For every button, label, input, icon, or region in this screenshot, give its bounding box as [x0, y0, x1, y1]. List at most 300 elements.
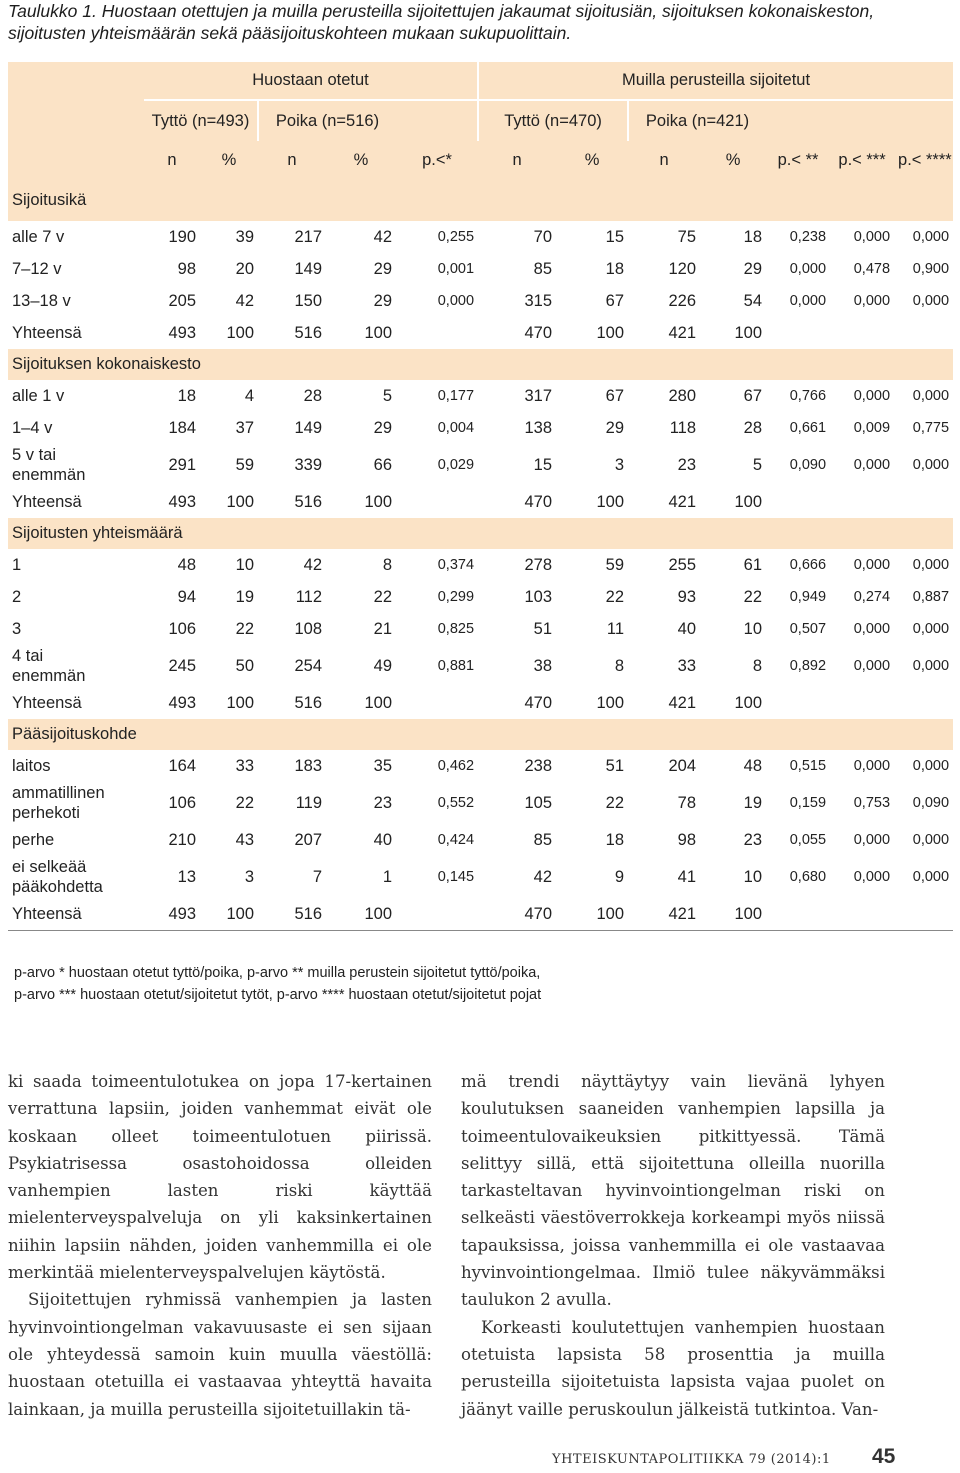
table-cell: 0,000 [853, 457, 891, 473]
col-n: n [258, 141, 326, 179]
table-cell: 18 [177, 386, 196, 405]
paragraph: Sijoitettujen ryhmissä vanhempien ja lasten hyvinvointiongelman vakavuusaste ei sen sijaan ole yhteydessä samoin kuin muulla väestöllä: huostaan otetuilla ei vastaavaa yhteyttä havaita lainkaan, ja muilla perusteilla sijoitetuillakin tä- [8, 1290, 432, 1419]
table-cell: 0,552 [437, 795, 475, 811]
table-cell: 470 [524, 323, 553, 342]
group-huostaan-otetut: Huostaan otetut [144, 62, 478, 100]
row-label-line: Yhteensä [12, 323, 82, 342]
page-number: 45 [872, 1445, 896, 1468]
table-cell: 100 [734, 492, 763, 511]
table-cell: 18 [605, 830, 625, 849]
col-n: n [478, 141, 556, 179]
table-cell: 0,000 [853, 758, 891, 774]
table-cell: 291 [168, 456, 196, 474]
row-label [8, 380, 144, 412]
table-cell: 29 [373, 291, 392, 310]
table-caption: Taulukko 1. Huostaan otettujen ja muilla perusteilla sijoitettujen jakaumat sijoitusiän, sijoituksen kokonaiskeston, sijoitusten yhteismäärän sekä pääsijoituskohteen mukaan sukupuolittain. [8, 1, 875, 43]
table-cell: 0,775 [912, 420, 950, 436]
table-cell: 238 [524, 756, 553, 775]
table-cell: 493 [168, 492, 196, 511]
paragraph: ki saada toimeentulotukea on jopa 17-kertainen verrattuna lapsiin, joiden vanhemmat eivät ole koskaan olleet toimeentulotuen piirissä. Psykiatrisessa osastohoidossa olleiden vanhempien lasten riski käyttää mielenterveyspalveluja on yli kaksinkertainen niihin lapsiin nähden, joiden vanhemmilla ei ole merkintää mielenterveyspalvelujen käytöstä. [8, 1072, 432, 1283]
body-column-right [461, 1068, 885, 1423]
table-cell: 0,090 [912, 795, 950, 811]
table-cell: 100 [364, 323, 392, 342]
table-cell: 61 [743, 555, 763, 574]
table-cell: 0,515 [789, 758, 827, 774]
section-header: Sijoitusten yhteismäärä [8, 518, 953, 549]
table-cell: 0,238 [789, 229, 827, 245]
row-label-line: 2 [12, 587, 22, 606]
table-cell: 85 [533, 259, 553, 278]
row-label [8, 782, 144, 824]
table-cell: 23 [677, 456, 697, 474]
table-cell: 470 [524, 492, 553, 511]
table-cell: 0,145 [437, 869, 475, 885]
table-cell: 339 [294, 456, 322, 474]
row-label-line: Yhteensä [12, 492, 82, 511]
table-cell: 19 [743, 794, 763, 812]
table-cell: 22 [373, 587, 392, 606]
table-row [8, 645, 953, 687]
table-cell: 9 [614, 868, 625, 886]
table-cell: 421 [668, 492, 697, 511]
table-cell: 54 [743, 291, 763, 310]
table-row [8, 253, 953, 285]
table-row [8, 380, 953, 412]
table-cell [830, 898, 894, 931]
table-cell: 280 [668, 386, 697, 405]
row-label-line: Yhteensä [12, 904, 82, 923]
section-header: Pääsijoituskohde [8, 719, 953, 750]
table-cell: 183 [294, 756, 322, 775]
table-cell: 8 [614, 657, 625, 675]
header-row-groups [8, 62, 953, 100]
table-cell: 8 [382, 555, 392, 574]
table-cell: 5 [752, 456, 763, 474]
table-cell: 51 [533, 619, 553, 638]
table-cell [396, 898, 478, 931]
data-table-wrap [8, 62, 953, 931]
table-cell: 43 [235, 830, 254, 849]
table-cell: 0,274 [853, 589, 891, 605]
table-cell: 50 [235, 657, 254, 675]
table-cell: 66 [373, 456, 392, 474]
table-cell: 164 [168, 756, 196, 775]
table-cell: 217 [294, 227, 322, 246]
table-cell: 0,680 [789, 869, 827, 885]
row-label [8, 581, 144, 613]
table-cell: 51 [605, 756, 625, 775]
table-cell: 315 [524, 291, 553, 310]
table-cell: 493 [168, 323, 196, 342]
section-header-row [8, 518, 953, 549]
row-label-line: alle 1 v [12, 386, 65, 405]
table-cell: 112 [295, 587, 322, 606]
table-cell: 100 [700, 898, 766, 931]
table-cell: 3 [614, 456, 625, 474]
table-cell [396, 486, 478, 518]
subgroup-tytto-huostaan: Tyttö (n=493) [144, 100, 258, 141]
table-cell: 0,000 [789, 293, 827, 309]
table-cell [766, 898, 830, 931]
col-pct: % [556, 141, 628, 179]
col-pct: % [326, 141, 396, 179]
table-cell: 85 [533, 830, 553, 849]
table-cell: 38 [533, 657, 553, 675]
table-row [8, 285, 953, 317]
table-cell: 21 [373, 619, 392, 638]
table-cell: 421 [668, 323, 697, 342]
table-row [8, 549, 953, 581]
table-cell: 0,000 [853, 388, 891, 404]
table-cell: 0,462 [437, 758, 475, 774]
table-cell: 105 [524, 794, 553, 812]
table-cell: 100 [556, 898, 628, 931]
table-cell: 28 [303, 386, 322, 405]
table-cell [830, 486, 894, 518]
table-cell [396, 317, 478, 349]
section-header-row [8, 349, 953, 380]
table-row [8, 782, 953, 824]
table-cell [894, 687, 953, 719]
table-cell: 100 [734, 323, 763, 342]
row-label-line: perhekoti [12, 804, 80, 822]
table-cell: 100 [364, 492, 392, 511]
table-cell [894, 898, 953, 931]
table-cell: 100 [596, 323, 625, 342]
table-cell: 0,000 [853, 832, 891, 848]
table-cell: 48 [177, 555, 196, 574]
table-cell: 0,000 [912, 388, 950, 404]
table-cell: 67 [605, 386, 625, 405]
table-cell: 33 [677, 657, 697, 675]
col-pct: % [200, 141, 258, 179]
table-cell: 22 [605, 587, 625, 606]
table-cell [830, 687, 894, 719]
row-label-line: pääkohdetta [12, 878, 103, 896]
table-cell: 33 [235, 756, 254, 775]
table-cell: 0,825 [437, 621, 475, 637]
table-cell: 278 [524, 555, 553, 574]
table-cell: 0,666 [789, 557, 827, 573]
table-cell: 29 [373, 418, 392, 437]
table-cell: 0,881 [437, 658, 475, 674]
table-cell: 245 [168, 657, 196, 675]
table-cell: 100 [326, 898, 396, 931]
table-cell: 226 [668, 291, 697, 310]
row-label-line: 3 [12, 619, 22, 638]
table-row [8, 221, 953, 253]
table-cell: 0,000 [912, 229, 950, 245]
table-cell: 67 [605, 291, 625, 310]
table-cell: 0,255 [437, 229, 475, 245]
table-cell: 0,887 [912, 589, 950, 605]
body-column-left [8, 1068, 432, 1423]
table-cell: 29 [373, 259, 392, 278]
col-pct: % [700, 141, 766, 179]
table-footnote [14, 962, 944, 1006]
table-cell: 0,000 [912, 557, 950, 573]
table-cell: 0,000 [912, 658, 950, 674]
table-cell: 0,177 [437, 388, 475, 404]
table-cell: 29 [743, 259, 763, 278]
row-label [8, 444, 144, 486]
table-cell: 149 [294, 259, 322, 278]
table-cell: 120 [668, 259, 697, 278]
table-cell [766, 486, 830, 518]
table-cell: 0,000 [912, 869, 950, 885]
data-table [8, 62, 953, 931]
row-label [8, 824, 144, 856]
table-cell: 0,000 [789, 261, 827, 277]
table-cell: 40 [373, 830, 392, 849]
table-cell: 5 [382, 386, 392, 405]
table-cell: 0,000 [912, 457, 950, 473]
header-row-label [8, 179, 953, 221]
col-p-value-2: p.< ** [766, 141, 830, 179]
table-total-row [8, 317, 953, 349]
row-label [8, 687, 144, 719]
table-cell: 67 [743, 386, 763, 405]
table-cell: 100 [596, 693, 625, 712]
table-cell: 138 [524, 418, 553, 437]
table-cell: 0,004 [437, 420, 475, 436]
table-row [8, 750, 953, 782]
table-cell: 59 [605, 555, 625, 574]
col-p-value-4: p.< **** [894, 141, 953, 179]
table-row [8, 581, 953, 613]
table-cell: 40 [677, 619, 697, 638]
table-cell: 59 [235, 456, 254, 474]
table-cell: 100 [734, 693, 763, 712]
table-cell: 100 [226, 323, 254, 342]
table-cell: 0,090 [789, 457, 827, 473]
table-cell: 0,000 [853, 621, 891, 637]
table-cell: 184 [168, 418, 196, 437]
subgroup-poika-huostaan: Poika (n=516) [258, 100, 396, 141]
table-cell: 22 [235, 794, 254, 812]
table-cell: 0,001 [437, 261, 475, 277]
col-n: n [144, 141, 200, 179]
table-cell: 108 [294, 619, 322, 638]
row-label [8, 549, 144, 581]
row-label [8, 898, 144, 931]
table-cell: 13 [177, 868, 196, 886]
table-cell: 8 [752, 657, 763, 675]
table-cell: 204 [668, 756, 697, 775]
table-cell: 22 [605, 794, 625, 812]
table-cell: 37 [235, 418, 254, 437]
table-cell: 22 [235, 619, 254, 638]
row-label-line: 1 [12, 555, 22, 574]
table-cell: 0,507 [789, 621, 827, 637]
table-cell: 48 [743, 756, 763, 775]
table-cell: 493 [168, 693, 196, 712]
table-cell: 516 [294, 693, 322, 712]
table-cell: 18 [605, 259, 625, 278]
table-cell: 317 [524, 386, 553, 405]
table-cell: 41 [677, 868, 697, 886]
table-cell: 1 [382, 868, 392, 886]
table-cell: 205 [168, 291, 196, 310]
col-p-value-3: p.< *** [830, 141, 894, 179]
table-row [8, 613, 953, 645]
table-cell: 18 [743, 227, 763, 246]
table-cell: 0,478 [853, 261, 891, 277]
table-cell: 7 [312, 868, 322, 886]
table-cell: 15 [605, 227, 625, 246]
table-cell: 10 [743, 868, 763, 886]
table-cell: 42 [373, 227, 392, 246]
table-cell: 0,949 [789, 589, 827, 605]
header-row-subgroups [8, 100, 953, 141]
table-cell: 0,055 [789, 832, 827, 848]
table-cell: 93 [677, 587, 697, 606]
table-total-row [8, 486, 953, 518]
table-cell: 150 [294, 291, 322, 310]
table-cell: 100 [596, 492, 625, 511]
table-cell [830, 317, 894, 349]
table-cell: 0,159 [789, 795, 827, 811]
footnote-line: p-arvo *** huostaan otetut/sijoitetut tytöt, p-arvo **** huostaan otetut/sijoitetut pojat [14, 987, 542, 1003]
table-cell: 20 [235, 259, 254, 278]
table-cell: 78 [677, 794, 697, 812]
table-cell: 190 [168, 227, 196, 246]
table-cell: 10 [743, 619, 763, 638]
table-cell: 0,766 [789, 388, 827, 404]
table-cell: 23 [373, 794, 392, 812]
table-row [8, 824, 953, 856]
row-label-line: perhe [12, 830, 55, 849]
paragraph: Korkeasti koulutettujen vanhempien huostaan otetuista lapsista 58 prosenttia ja muilla perusteilla sijoitetuista lapsista vajaa puolet on jäänyt vaille peruskoulun jälkeistä tutkintoa. Van- [461, 1317, 885, 1419]
row-header-sijoitusika: Sijoitusikä [8, 179, 144, 221]
table-cell: 0,299 [437, 589, 475, 605]
row-label [8, 285, 144, 317]
table-cell: 75 [677, 227, 697, 246]
table-cell: 0,000 [912, 758, 950, 774]
row-label [8, 412, 144, 444]
row-label-line: enemmän [12, 667, 86, 685]
section-header: Sijoituksen kokonaiskesto [8, 349, 953, 380]
table-cell: 42 [533, 868, 553, 886]
table-cell: 0,029 [437, 457, 475, 473]
table-cell: 0,892 [789, 658, 827, 674]
table-cell: 0,753 [853, 795, 891, 811]
table-cell: 49 [373, 657, 392, 675]
table-cell [894, 317, 953, 349]
row-label-line: alle 7 v [12, 227, 65, 246]
table-cell [894, 486, 953, 518]
row-label-line: enemmän [12, 466, 86, 484]
table-cell: 100 [226, 693, 254, 712]
table-cell: 94 [177, 587, 196, 606]
row-label-line: 5 v tai [12, 446, 57, 464]
table-cell: 210 [168, 830, 196, 849]
table-cell: 19 [235, 587, 254, 606]
table-cell: 149 [294, 418, 322, 437]
row-label [8, 221, 144, 253]
table-cell: 255 [668, 555, 697, 574]
footnote-line: p-arvo * huostaan otetut tyttö/poika, p-arvo ** muilla perustein sijoitetut tyttö/poika, [14, 965, 541, 981]
header-row-columns [8, 141, 953, 179]
table-cell [766, 317, 830, 349]
table-cell [396, 687, 478, 719]
table-cell: 421 [628, 898, 700, 931]
journal-name: YHTEISKUNTAPOLITIIKKA 79 (2014):1 [552, 1452, 831, 1467]
table-cell: 103 [524, 587, 553, 606]
table-cell: 39 [235, 227, 254, 246]
table-cell: 98 [677, 830, 697, 849]
table-cell: 493 [144, 898, 200, 931]
table-cell: 0,009 [853, 420, 891, 436]
row-label-line: 7–12 v [12, 259, 62, 278]
table-cell [766, 687, 830, 719]
table-cell: 0,000 [912, 832, 950, 848]
table-cell: 470 [478, 898, 556, 931]
row-label-line: ammatillinen [12, 784, 105, 802]
table-cell: 3 [244, 868, 254, 886]
row-label-line: 13–18 v [12, 291, 71, 310]
row-label [8, 253, 144, 285]
table-total-row [8, 687, 953, 719]
row-label [8, 486, 144, 518]
table-cell: 42 [235, 291, 254, 310]
table-cell: 0,424 [437, 832, 475, 848]
table-cell: 35 [373, 756, 392, 775]
table-cell: 98 [177, 259, 196, 278]
row-label-line: 4 tai [12, 647, 44, 665]
group-muilla-perusteilla: Muilla perusteilla sijoitetut [478, 62, 953, 100]
row-label-line: Yhteensä [12, 693, 82, 712]
table-cell: 70 [533, 227, 553, 246]
table-cell: 0,000 [853, 293, 891, 309]
table-cell: 0,000 [912, 621, 950, 637]
table-cell: 11 [606, 619, 625, 638]
table-cell: 0,000 [853, 869, 891, 885]
table-cell: 421 [668, 693, 697, 712]
row-label-line: 1–4 v [12, 418, 53, 437]
subgroup-poika-muilla: Poika (n=421) [628, 100, 766, 141]
table-cell: 0,374 [437, 557, 475, 573]
table-cell: 254 [294, 657, 322, 675]
subgroup-tytto-muilla: Tyttö (n=470) [478, 100, 628, 141]
row-label [8, 750, 144, 782]
table-cell: 4 [244, 386, 254, 405]
section-header-row [8, 719, 953, 750]
table-cell: 207 [294, 830, 322, 849]
table-cell: 106 [168, 619, 196, 638]
table-cell: 100 [226, 492, 254, 511]
paragraph: mä trendi näyttäytyy vain lievänä lyhyen koulutuksen saaneiden vanhempien lapsilla ja toimeentulovaikeuksien pitkittyessä. Tämä selittyy sillä, että sijoitettuna olleilla nuorilla tarkasteltavan hyvinvointiongelman riski on selkeästi väestöverrokkeja korkeampi myös niissä tapauksissa, joissa vanhemmilla ei ole vastaavaa hyvinvointiongelmaa. Ilmiö tulee näkyvämmäksi taulukon 2 avulla. [461, 1072, 885, 1310]
table-cell: 0,000 [853, 557, 891, 573]
table-cell: 106 [168, 794, 196, 812]
row-label [8, 645, 144, 687]
table-cell: 119 [295, 794, 322, 812]
col-n: n [628, 141, 700, 179]
table-cell: 0,000 [853, 658, 891, 674]
table-cell: 516 [294, 323, 322, 342]
table-cell: 23 [743, 830, 763, 849]
row-label-line: ei selkeää [12, 858, 87, 876]
table-cell: 100 [364, 693, 392, 712]
row-label [8, 613, 144, 645]
table-row [8, 444, 953, 486]
table-cell: 516 [294, 492, 322, 511]
table-cell: 0,661 [789, 420, 827, 436]
table-cell: 0,000 [853, 229, 891, 245]
row-label [8, 856, 144, 898]
table-cell: 0,000 [437, 293, 475, 309]
table-cell: 0,000 [912, 293, 950, 309]
